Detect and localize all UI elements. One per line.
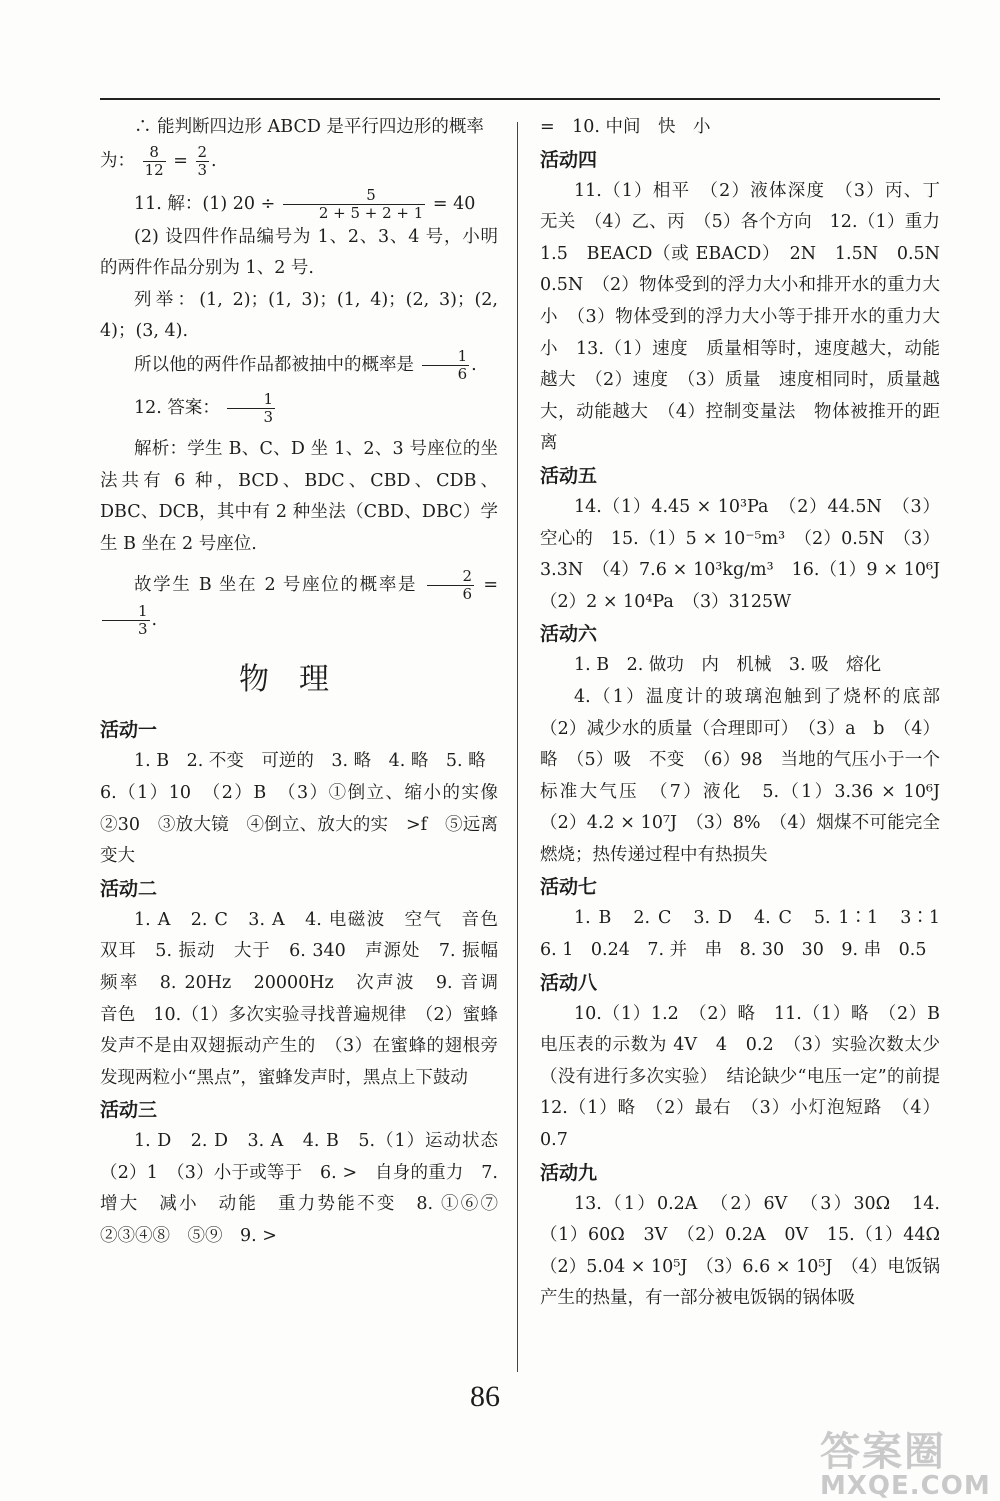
q12-conclusion: 故学生 B 坐在 2 号座位的概率是 $\frac{2}{6}$ = $\frac{1}{3}$ . xyxy=(100,568,498,638)
answers-activity-8: 10.（1）1.2 （2）略 11.（1）略 （2）B 电压表的示数为 4V 4 0.2 （3）实验次数太少（没有进行多次实验） 结论缺少“电压一定”的前提 12.（1）略 （2）最右 （3）小灯泡短路 （4）0.7 xyxy=(540,1003,958,1151)
probability-line: 为： $\frac{8}{12}$ = $\frac{2}{3}$ . xyxy=(100,142,217,179)
fraction: $\frac{1}{6}$ xyxy=(422,348,470,383)
answers-activity-7: 1. B 2. C 3. D 4. C 5. 1∶1 3∶1 6. 1 0.24 7. 并 串 8. 30 30 9. 串 0.5 xyxy=(540,908,958,961)
watermark-text: 答案圈 xyxy=(820,1429,946,1475)
answers-activity-1a: 1. B 2. 不变 可逆的 3. 略 4. 略 5. 略 xyxy=(134,751,486,772)
answers-activity-1b: 6.（1）10 （2）B （3）①倒立、缩小的实像 ②30 ③放大镜 ④倒立、放大的实 >f ⑤远离 变大 xyxy=(100,782,516,867)
fraction: $\frac{2}{6}$ xyxy=(427,568,475,603)
q11-probability: 所以他的两件作品都被抽中的概率是 $\frac{1}{6}$ . xyxy=(134,346,477,383)
answers-activity-5: 14.（1）4.45 × 10³Pa （2）44.5N （3）空心的 15.（1）5 × 10⁻⁵m³ （2）0.5N （3）3.3N （4）7.6 × 10³kg/m³ 16.（1）9 × 10⁶J （2）2 × 10⁴Pa （3）3125W xyxy=(540,496,958,612)
q12-answer: 12. 答案： $\frac{1}{3}$ xyxy=(134,389,274,426)
conclusion-line: ∴ 能判断四边形 ABCD 是平行四边形的概率 xyxy=(134,117,484,137)
q11-part2: (2) 设四件作品编号为 1、2、3、4 号，小明的两件作品分别为 1、2 号. xyxy=(100,226,498,279)
answers-activity-2: 1. A 2. C 3. A 4. 电磁波 空气 音色 双耳 5. 振动 大于 6. 340 声源处 7. 振幅 频率 8. 20Hz 20000Hz 次声波 9. 音调 音色 10.（1）多次实验寻找普遍规律 （2）蜜蜂发声不是由双翅振动产生的 （3）在蜜蜂的翅根旁发现两粒小“黑点”，蜜蜂发声时，黑点上下鼓动 xyxy=(100,909,516,1088)
answers-activity-9: 13.（1）0.2A （2）6V （3）30Ω 14.（1）60Ω 3V （2）0.2A 0V 15.（1）44Ω （2）5.04 × 10⁵J （3）6.6 × 10⁵J （4）电饭锅产生的热量，有一部分被电饭锅的锅体吸 xyxy=(540,1193,958,1309)
left-column xyxy=(100,112,516,1253)
watermark-url: MXQE.COM xyxy=(820,1471,991,1501)
continued-line: = 10. 中间 快 小 xyxy=(540,117,711,137)
answers-activity-6a: 1. B 2. 做功 内 机械 3. 吸 熔化 xyxy=(574,655,882,676)
answers-activity-3: 1. D 2. D 3. A 4. B 5.（1）运动状态 （2）1 （3）小于或等于 6. > 自身的重力 7. 增大 减小 动能 重力势能不变 8. ①⑥⑦ ②③④⑧ ⑤⑨ 9. > xyxy=(100,1131,516,1247)
q12-analysis: 解析：学生 B、C、D 坐 1、2、3 号座位的坐法共有 6 种，BCD、BDC、CBD、CDB、DBC、DCB，其中有 2 种坐法（CBD、DBC）学生 B 坐在 2 号座位. xyxy=(100,438,498,554)
fraction: $\frac{1}{3}$ xyxy=(227,391,275,426)
section-heading: 活动一 xyxy=(100,719,158,742)
section-heading: 活动二 xyxy=(100,877,158,900)
section-heading: 活动三 xyxy=(100,1099,158,1122)
section-heading: 活动六 xyxy=(540,623,598,646)
subject-title: 物理 xyxy=(239,662,359,698)
section-heading: 活动四 xyxy=(540,148,598,171)
q11-list: 列举：(1, 2)；(1, 3)；(1, 4)；(2, 3)；(2, 4)；(3, 4). xyxy=(100,289,498,342)
section-heading: 活动八 xyxy=(540,971,598,994)
answers-activity-4: 11.（1）相平 （2）液体深度 （3）丙、丁 无关 （4）乙、丙 （5）各个方向 12.（1）重力 1.5 BEACD（或 EBACD） 2N 1.5N 0.5N 0.5N （2）物体受到的浮力大小和排开水的重力大小 （3）物体受到的浮力大小等于排开水的重力大小 13.（1）速度 质量相等时，速度越大，动能越大 （2）速度 （3）质量 速度相同时，质量越大，动能越大 （4）控制变量法 物体被推开的距离 xyxy=(540,180,958,454)
section-heading: 活动七 xyxy=(540,876,598,899)
section-heading: 活动九 xyxy=(540,1161,598,1184)
answers-activity-6b: 4.（1）温度计的玻璃泡触到了烧杯的底部 （2）减少水的质量（合理即可） （3）a b （4）略 （5）吸 不变 （6）98 当地的气压小于一个标准大气压 （7）液化 5.（1）3.36 × 10⁶J （2）4.2 × 10⁷J （3）8% （4）烟煤不可能完全燃烧；热传递过程中有热损失 xyxy=(540,686,958,865)
right-column xyxy=(540,112,958,1315)
fraction: $\frac{2}{3}$ xyxy=(197,142,208,179)
section-heading: 活动五 xyxy=(540,464,598,487)
fraction: $\frac{8}{12}$ xyxy=(144,142,164,179)
watermark-logo xyxy=(820,1420,991,1501)
q11-solution: 11. 解：(1) 20 ÷ $\frac{5}{2 + 5 + 2 + 1}$ = 40 xyxy=(134,185,476,222)
fraction: $\frac{1}{3}$ xyxy=(102,603,150,638)
page-number: 86 xyxy=(470,1380,500,1413)
column-divider xyxy=(517,122,518,1372)
fraction: $\frac{5}{2 + 5 + 2 + 1}$ xyxy=(283,187,426,222)
header-rule xyxy=(100,98,940,100)
